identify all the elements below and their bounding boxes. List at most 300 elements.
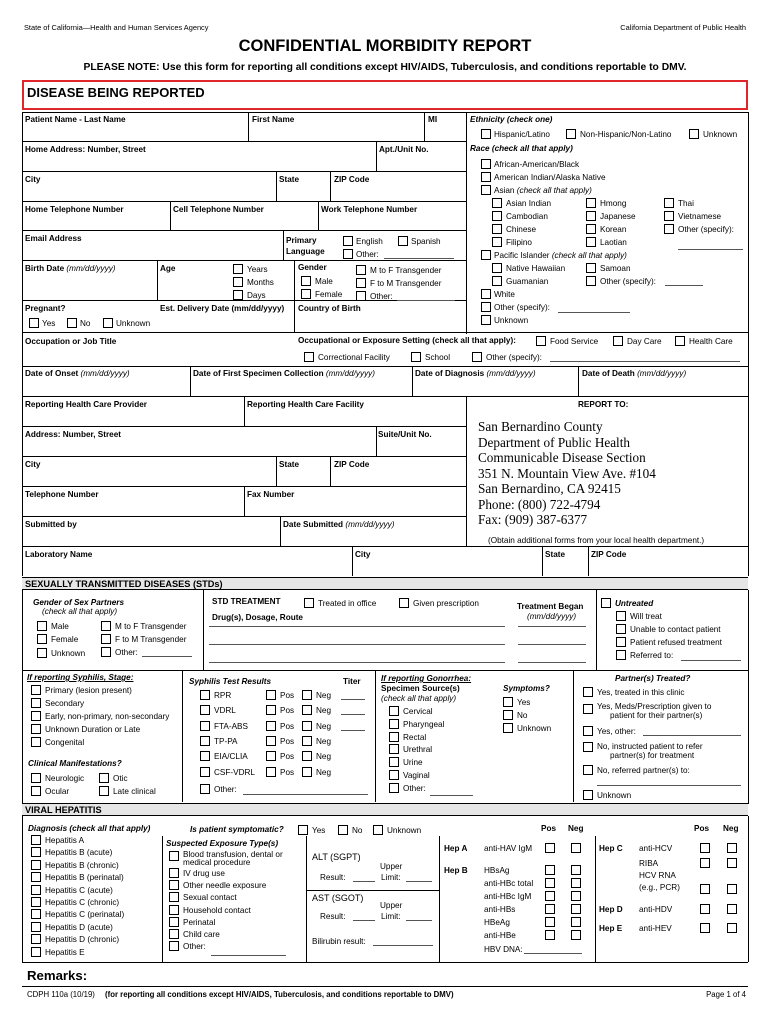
test-vdrl-checkbox[interactable] xyxy=(200,705,210,715)
submitted-by-label: Submitted by xyxy=(25,520,77,529)
partner-unknown-label: Unknown xyxy=(51,649,86,658)
test-name-label: VDRL xyxy=(214,706,236,716)
unable-contact-label: Unable to contact patient xyxy=(630,625,721,634)
test-neg-label: Neg xyxy=(316,706,332,716)
neurologic-checkbox[interactable] xyxy=(31,773,41,783)
korean-checkbox[interactable] xyxy=(586,224,596,234)
school-label: School xyxy=(425,353,451,362)
death-format: (mm/dd/yyyy) xyxy=(637,369,687,378)
hep-test-label: anti-HBc total xyxy=(484,879,534,888)
home-address-label: Home Address: Number, Street xyxy=(25,145,146,154)
symptoms-no-label: No xyxy=(517,711,528,720)
partner-no-refer-checkbox[interactable] xyxy=(583,742,593,752)
non-hispanic-checkbox[interactable] xyxy=(566,129,576,139)
test-eiaclia-checkbox[interactable] xyxy=(200,751,210,761)
language-label: Language xyxy=(286,247,325,256)
unknown-duration-label: Unknown Duration or Late xyxy=(45,725,141,734)
hawaiian-label: Native Hawaiian xyxy=(506,264,566,273)
will-treat-label: Will treat xyxy=(630,612,662,621)
asian-other-checkbox[interactable] xyxy=(664,224,674,234)
sex-partners-label: Gender of Sex Partners xyxy=(33,598,125,607)
gender-ftom-checkbox[interactable] xyxy=(356,278,366,288)
ethnicity-label: Ethnicity (check one) xyxy=(470,115,553,124)
otic-checkbox[interactable] xyxy=(99,773,109,783)
chinese-checkbox[interactable] xyxy=(492,224,502,234)
japanese-label: Japanese xyxy=(600,212,636,221)
exposure-blood-label-2: medical procedure xyxy=(183,858,251,867)
source-pharyngeal-checkbox[interactable] xyxy=(389,719,399,729)
alt-result-label: Result: xyxy=(320,873,346,882)
hcv-rna-neg-checkbox[interactable] xyxy=(727,884,737,894)
hep-pos-header: Pos xyxy=(541,824,557,833)
test-pos-checkbox[interactable] xyxy=(266,736,276,746)
email-label: Email Address xyxy=(25,234,82,243)
otic-label: Otic xyxy=(113,774,128,783)
hep-test-neg-checkbox[interactable] xyxy=(571,891,581,901)
exposure-label: Suspected Exposure Type(s) xyxy=(166,839,279,848)
hep-test-neg-checkbox[interactable] xyxy=(727,858,737,868)
years-checkbox[interactable] xyxy=(233,264,243,274)
asian-note: (check all that apply) xyxy=(516,186,592,195)
exposure-checkbox[interactable] xyxy=(169,868,179,878)
language-other-checkbox[interactable] xyxy=(343,249,353,259)
refused-checkbox[interactable] xyxy=(616,637,626,647)
samoan-checkbox[interactable] xyxy=(586,263,596,273)
hep-test-pos-checkbox[interactable] xyxy=(545,930,555,940)
gender-female-checkbox[interactable] xyxy=(301,289,311,299)
referred-checkbox[interactable] xyxy=(616,650,626,660)
exposure-label: Child care xyxy=(183,930,220,939)
amind-label: American Indian/Alaska Native xyxy=(494,173,606,182)
cell-tel-label: Cell Telephone Number xyxy=(173,205,264,214)
ethnicity-unknown-checkbox[interactable] xyxy=(689,129,699,139)
test-csfvdrl-checkbox[interactable] xyxy=(200,767,210,777)
test-name-label: TP-PA xyxy=(214,736,238,746)
test-neg-label: Neg xyxy=(316,721,332,731)
ocular-checkbox[interactable] xyxy=(31,786,41,796)
state-label: State xyxy=(279,175,300,184)
hep-diagnosis-checkbox[interactable] xyxy=(31,872,41,882)
remarks-label: Remarks: xyxy=(27,968,88,983)
pacific-checkbox[interactable] xyxy=(481,250,491,260)
form-number: CDPH 110a (10/19) xyxy=(27,990,95,999)
early-checkbox[interactable] xyxy=(31,711,41,721)
partner-referred-label: No, referred partner(s) to: xyxy=(597,766,690,775)
food-service-checkbox[interactable] xyxy=(536,336,546,346)
report-to-line: San Bernardino County xyxy=(478,419,603,434)
laotian-checkbox[interactable] xyxy=(586,237,596,247)
exposure-checkbox[interactable] xyxy=(169,892,179,902)
source-label: Vaginal xyxy=(403,771,430,780)
untreated-checkbox[interactable] xyxy=(601,598,611,608)
spanish-checkbox[interactable] xyxy=(398,236,408,246)
first-name-label: First Name xyxy=(252,115,295,124)
partner-referred-checkbox[interactable] xyxy=(583,765,593,775)
hep-b-label: Hep B xyxy=(444,866,468,875)
symptomatic-no-checkbox[interactable] xyxy=(338,825,348,835)
race-other-label: Other (specify): xyxy=(494,303,550,312)
lab-state-label: State xyxy=(545,550,566,559)
hep-diagnosis-label: Hepatitis A xyxy=(45,836,85,845)
form-title: CONFIDENTIAL MORBIDITY REPORT xyxy=(238,37,532,55)
years-label: Years xyxy=(247,265,268,274)
titer-line xyxy=(341,730,365,731)
hep-test-neg-checkbox[interactable] xyxy=(571,904,581,914)
ast-label: AST (SGOT) xyxy=(312,893,364,903)
late-clinical-label: Late clinical xyxy=(113,787,156,796)
hep-test-label: HBsAg xyxy=(484,866,510,875)
gender-other-checkbox[interactable] xyxy=(356,291,366,301)
partner-ftom-checkbox[interactable] xyxy=(101,634,111,644)
exposure-checkbox[interactable] xyxy=(169,917,179,927)
symptomatic-label: Is patient symptomatic? xyxy=(190,825,284,834)
facility-label: Reporting Health Care Facility xyxy=(247,400,364,409)
exposure-checkbox[interactable] xyxy=(169,941,179,951)
days-checkbox[interactable] xyxy=(233,290,243,300)
test-pos-label: Pos xyxy=(280,706,295,716)
lab-zip-label: ZIP Code xyxy=(591,550,627,559)
untreated-label: Untreated xyxy=(615,599,654,608)
hispanic-label: Hispanic/Latino xyxy=(494,130,550,139)
exposure-label: Perinatal xyxy=(183,917,216,927)
symptomatic-unknown-checkbox[interactable] xyxy=(373,825,383,835)
onset-format: (mm/dd/yyyy) xyxy=(80,369,130,378)
symptoms-no-checkbox[interactable] xyxy=(503,710,513,720)
pregnant-label: Pregnant? xyxy=(25,304,66,313)
test-pos-checkbox[interactable] xyxy=(266,690,276,700)
test-neg-checkbox[interactable] xyxy=(302,705,312,715)
health-care-label: Health Care xyxy=(689,337,733,346)
hep-test-neg-checkbox[interactable] xyxy=(727,904,737,914)
school-checkbox[interactable] xyxy=(411,352,421,362)
hep-test-neg-checkbox[interactable] xyxy=(571,878,581,888)
gender-male-checkbox[interactable] xyxy=(301,276,311,286)
alt-limit-label: Limit: xyxy=(381,873,401,882)
hep-diagnosis-checkbox[interactable] xyxy=(31,835,41,845)
footer-note: (for reporting all conditions except HIV/AIDS, Tuberculosis, and conditions reportable to DMV) xyxy=(105,990,454,999)
partner-unknown-checkbox[interactable] xyxy=(37,648,47,658)
hep-test-neg-checkbox[interactable] xyxy=(571,917,581,927)
pregnant-no-label: No xyxy=(80,319,91,328)
hep-test-pos-checkbox[interactable] xyxy=(545,904,555,914)
other-test-checkbox[interactable] xyxy=(200,784,210,794)
hep-test-pos-checkbox[interactable] xyxy=(700,904,710,914)
asian-label: Asian xyxy=(494,186,515,195)
pregnant-yes-checkbox[interactable] xyxy=(29,318,39,328)
hep-test-pos-checkbox[interactable] xyxy=(700,923,710,933)
hep-c-label: Hep C xyxy=(599,844,623,853)
hep-test-neg-checkbox[interactable] xyxy=(571,930,581,940)
date-submitted-format: (mm/dd/yyyy) xyxy=(345,520,395,529)
filipino-label: Filipino xyxy=(506,238,532,247)
test-tppa-checkbox[interactable] xyxy=(200,736,210,746)
race-unknown-label: Unknown xyxy=(494,316,529,325)
ast-upper-label: Upper xyxy=(380,901,403,910)
pacific-label: Pacific Islander xyxy=(494,251,550,260)
thai-checkbox[interactable] xyxy=(664,198,674,208)
will-treat-checkbox[interactable] xyxy=(616,611,626,621)
hep-diagnosis-checkbox[interactable] xyxy=(31,909,41,919)
partner-other-checkbox[interactable] xyxy=(101,647,111,657)
setting-other-checkbox[interactable] xyxy=(472,352,482,362)
test-neg-label: Neg xyxy=(316,767,332,777)
secondary-checkbox[interactable] xyxy=(31,698,41,708)
hep-test-pos-checkbox[interactable] xyxy=(545,878,555,888)
ocular-label: Ocular xyxy=(45,787,70,796)
exposure-blood-label: Blood transfusion, dental or xyxy=(183,850,283,859)
hep-diagnosis-label: Hepatitis D (acute) xyxy=(45,922,113,932)
report-to-label: REPORT TO: xyxy=(578,400,629,409)
alt-label: ALT (SGPT) xyxy=(312,852,361,862)
gender-male-label: Male xyxy=(315,277,333,286)
hep-test-neg-checkbox[interactable] xyxy=(571,865,581,875)
exposure-checkbox[interactable] xyxy=(169,905,179,915)
partner-meds-checkbox[interactable] xyxy=(583,704,593,714)
ethnicity-unknown-label: Unknown xyxy=(703,130,738,139)
hep-diagnosis-checkbox[interactable] xyxy=(31,860,41,870)
asian-indian-checkbox[interactable] xyxy=(492,198,502,208)
symptoms-yes-checkbox[interactable] xyxy=(503,697,513,707)
symptomatic-yes-label: Yes xyxy=(312,826,326,835)
hep-diagnosis-checkbox[interactable] xyxy=(31,847,41,857)
test-name-label: FTA-ABS xyxy=(214,721,248,731)
source-urine-checkbox[interactable] xyxy=(389,757,399,767)
hcv-rna-pos-checkbox[interactable] xyxy=(700,884,710,894)
test-neg-checkbox[interactable] xyxy=(302,721,312,731)
health-care-checkbox[interactable] xyxy=(675,336,685,346)
source-cervical-checkbox[interactable] xyxy=(389,706,399,716)
hep-test-label: RIBA xyxy=(639,859,659,868)
exposure-label: Household contact xyxy=(183,905,251,915)
non-hispanic-label: Non-Hispanic/Non-Latino xyxy=(580,130,672,139)
date-submitted-label: Date Submitted xyxy=(283,520,344,529)
source-other-checkbox[interactable] xyxy=(389,783,399,793)
hep-diagnosis-label: Hepatitis B (perinatal) xyxy=(45,873,124,883)
gonorrhea-label: If reporting Gonorrhea: xyxy=(381,674,472,683)
english-label: English xyxy=(356,237,383,246)
symptomatic-unknown-label: Unknown xyxy=(387,826,422,835)
referred-label: Referred to: xyxy=(630,651,674,660)
partner-mtof-checkbox[interactable] xyxy=(101,621,111,631)
source-rectal-checkbox[interactable] xyxy=(389,732,399,742)
hep-diagnosis-label: Hepatitis C (acute) xyxy=(45,885,113,895)
symptoms-unknown-checkbox[interactable] xyxy=(503,723,513,733)
treatment-began-label: Treatment Began xyxy=(517,602,584,611)
unable-contact-checkbox[interactable] xyxy=(616,624,626,634)
partner-yes-checkbox[interactable] xyxy=(583,687,593,697)
hep-test-label: anti-HBs xyxy=(484,905,516,914)
partner-mtof-label: M to F Transgender xyxy=(115,622,187,631)
hep-diagnosis-label: Hepatitis B (chronic) xyxy=(45,860,119,870)
partner-other-checkbox[interactable] xyxy=(583,726,593,736)
day-care-checkbox[interactable] xyxy=(613,336,623,346)
hep-test-label: anti-HCV xyxy=(639,844,673,853)
gender-label: Gender xyxy=(298,263,327,272)
correctional-label: Correctional Facility xyxy=(318,353,390,362)
hep-test-pos-checkbox[interactable] xyxy=(545,865,555,875)
early-label: Early, non-primary, non-secondary xyxy=(45,712,170,721)
test-pos-label: Pos xyxy=(280,736,295,746)
provider-address-label: Address: Number, Street xyxy=(25,430,122,439)
hcv-pcr-label: (e.g., PCR) xyxy=(639,883,680,892)
months-checkbox[interactable] xyxy=(233,277,243,287)
hep-test-pos-checkbox[interactable] xyxy=(545,843,555,853)
hep-test-neg-checkbox[interactable] xyxy=(727,923,737,933)
provider-tel-label: Telephone Number xyxy=(25,490,99,499)
late-clinical-checkbox[interactable] xyxy=(99,786,109,796)
treated-in-office-label: Treated in office xyxy=(318,599,377,608)
test-pos-label: Pos xyxy=(280,691,295,700)
test-neg-label: Neg xyxy=(316,691,332,700)
partner-unknown-label: Unknown xyxy=(597,791,632,800)
provider-city-label: City xyxy=(25,460,41,469)
asian-other-label: Other (specify): xyxy=(678,225,734,234)
exposure-label: Sexual contact xyxy=(183,893,237,903)
country-birth-label: Country of Birth xyxy=(298,304,361,313)
home-tel-label: Home Telephone Number xyxy=(25,205,124,214)
race-label: Race (check all that apply) xyxy=(470,144,573,153)
hep-test-pos-checkbox[interactable] xyxy=(545,891,555,901)
alt-upper-label: Upper xyxy=(380,862,403,871)
cambodian-label: Cambodian xyxy=(506,212,548,221)
test-neg-checkbox[interactable] xyxy=(302,751,312,761)
samoan-label: Samoan xyxy=(600,264,631,273)
treated-in-office-checkbox[interactable] xyxy=(304,598,314,608)
gender-ftom-label: F to M Transgender xyxy=(370,279,442,288)
exposure-checkbox[interactable] xyxy=(169,929,179,939)
primary-checkbox[interactable] xyxy=(31,685,41,695)
amind-checkbox[interactable] xyxy=(481,172,491,182)
test-name-label: EIA/CLIA xyxy=(214,752,248,762)
partner-male-checkbox[interactable] xyxy=(37,621,47,631)
test-neg-checkbox[interactable] xyxy=(302,690,312,700)
food-service-label: Food Service xyxy=(550,337,599,346)
partner-other-label: Yes, other: xyxy=(597,727,636,736)
hep-diagnosis-checkbox[interactable] xyxy=(31,885,41,895)
occupation-label: Occupation or Job Title xyxy=(25,337,117,346)
unknown-duration-checkbox[interactable] xyxy=(31,724,41,734)
lab-city-label: City xyxy=(355,550,371,559)
test-ftaabs-checkbox[interactable] xyxy=(200,721,210,731)
secondary-label: Secondary xyxy=(45,699,85,708)
titer-line xyxy=(341,699,365,700)
hmong-checkbox[interactable] xyxy=(586,198,596,208)
source-urethral-checkbox[interactable] xyxy=(389,744,399,754)
prescription-label: Given prescription xyxy=(413,599,479,608)
exposure-checkbox[interactable] xyxy=(169,880,179,890)
onset-label: Date of Onset xyxy=(25,369,79,378)
pregnant-no-checkbox[interactable] xyxy=(67,318,77,328)
provider-zip-label: ZIP Code xyxy=(334,460,370,469)
congenital-checkbox[interactable] xyxy=(31,737,41,747)
vietnamese-checkbox[interactable] xyxy=(664,211,674,221)
partners-treated-label: Partner(s) Treated? xyxy=(615,674,691,683)
english-checkbox[interactable] xyxy=(343,236,353,246)
specimen-date-label: Date of First Specimen Collection xyxy=(193,369,324,378)
hep-test-label: anti-HBe xyxy=(484,931,516,940)
test-neg-label: Neg xyxy=(316,736,332,746)
thai-label: Thai xyxy=(678,199,694,208)
race-other-checkbox[interactable] xyxy=(481,302,491,312)
hep-test-label: HBeAg xyxy=(484,918,510,927)
hep-test-neg-checkbox[interactable] xyxy=(727,843,737,853)
black-checkbox[interactable] xyxy=(481,159,491,169)
partner-male-label: Male xyxy=(51,622,69,631)
hep-test-pos-checkbox[interactable] xyxy=(700,843,710,853)
test-pos-checkbox[interactable] xyxy=(266,721,276,731)
source-label: Rectal xyxy=(403,732,427,742)
hep-diagnosis-checkbox[interactable] xyxy=(31,922,41,932)
hep-d-label: Hep D xyxy=(599,905,623,914)
hep-diagnosis-checkbox[interactable] xyxy=(31,947,41,957)
black-label: African-American/Black xyxy=(494,160,580,169)
age-label: Age xyxy=(160,264,176,273)
day-care-label: Day Care xyxy=(627,337,662,346)
symptomatic-yes-checkbox[interactable] xyxy=(298,825,308,835)
test-neg-checkbox[interactable] xyxy=(302,767,312,777)
test-pos-checkbox[interactable] xyxy=(266,751,276,761)
source-vaginal-checkbox[interactable] xyxy=(389,770,399,780)
test-neg-checkbox[interactable] xyxy=(302,736,312,746)
zip-label: ZIP Code xyxy=(334,175,370,184)
white-checkbox[interactable] xyxy=(481,289,491,299)
report-to-line: Phone: (800) 722-4794 xyxy=(478,496,601,512)
hispanic-checkbox[interactable] xyxy=(481,129,491,139)
correctional-checkbox[interactable] xyxy=(304,352,314,362)
last-name-label: Patient Name - Last Name xyxy=(25,115,126,124)
test-pos-checkbox[interactable] xyxy=(266,705,276,715)
delivery-date-label: Est. Delivery Date (mm/dd/yyyy) xyxy=(160,304,285,313)
asian-checkbox[interactable] xyxy=(481,185,491,195)
hep-test-pos-checkbox[interactable] xyxy=(545,917,555,927)
gender-mtof-label: M to F Transgender xyxy=(370,266,442,275)
hepatitis-section-header: VIRAL HEPATITIS xyxy=(22,803,748,816)
cambodian-checkbox[interactable] xyxy=(492,211,502,221)
test-pos-checkbox[interactable] xyxy=(266,767,276,777)
partner-unknown-checkbox[interactable] xyxy=(583,790,593,800)
pacific-other-checkbox[interactable] xyxy=(586,276,596,286)
prescription-checkbox[interactable] xyxy=(399,598,409,608)
test-rpr-checkbox[interactable] xyxy=(200,690,210,700)
titer-label: Titer xyxy=(343,677,361,686)
white-label: White xyxy=(494,290,515,299)
gender-mtof-checkbox[interactable] xyxy=(356,265,366,275)
hep-diagnosis-checkbox[interactable] xyxy=(31,897,41,907)
test-pos-label: Pos xyxy=(280,752,295,762)
test-pos-label: Pos xyxy=(280,721,295,731)
race-unknown-checkbox[interactable] xyxy=(481,315,491,325)
guamanian-checkbox[interactable] xyxy=(492,276,502,286)
source-label: Urine xyxy=(403,758,423,768)
hep-test-neg-checkbox[interactable] xyxy=(571,843,581,853)
source-label: Other: xyxy=(403,783,426,793)
report-to-address xyxy=(478,419,656,528)
filipino-checkbox[interactable] xyxy=(492,237,502,247)
specimen-format: (mm/dd/yyyy) xyxy=(325,369,375,378)
japanese-checkbox[interactable] xyxy=(586,211,596,221)
refused-label: Patient refused treatment xyxy=(630,638,722,647)
partner-female-checkbox[interactable] xyxy=(37,634,47,644)
partner-meds-label: Yes, Meds/Prescription given to xyxy=(597,702,712,711)
exposure-blood-checkbox[interactable] xyxy=(169,851,179,861)
hep-diagnosis-checkbox[interactable] xyxy=(31,934,41,944)
other-test-label: Other: xyxy=(214,785,237,794)
hawaiian-checkbox[interactable] xyxy=(492,263,502,273)
pregnant-unknown-checkbox[interactable] xyxy=(103,318,113,328)
disease-label: DISEASE BEING REPORTED xyxy=(27,85,205,100)
asian-indian-label: Asian Indian xyxy=(506,199,552,208)
hep-test-pos-checkbox[interactable] xyxy=(700,858,710,868)
